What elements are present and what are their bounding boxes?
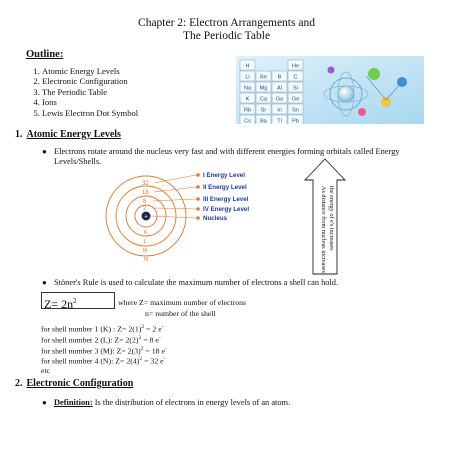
atom-shell-diagram bbox=[98, 172, 308, 284]
arrow-text-line-2: the energy of e's increases bbox=[328, 186, 335, 251]
energy-level-label-3: III Energy Level bbox=[203, 196, 249, 203]
shell-letter-l: L bbox=[144, 239, 148, 245]
where-line-2: n= number of the shell bbox=[145, 309, 216, 318]
shell-calculations bbox=[41, 323, 167, 375]
bullet-text: Electrons rotate around the nucleus very fast and with different energies forming orbitals called Energy Levels/Shells. bbox=[54, 147, 400, 166]
element-symbol: Pb bbox=[292, 118, 299, 124]
bullet-icon: ● bbox=[42, 278, 47, 287]
shell-letter-k: K bbox=[144, 230, 148, 236]
element-symbol: K bbox=[245, 96, 250, 103]
periodic-table-image bbox=[236, 56, 424, 124]
outline-item: 4. Ions bbox=[42, 97, 138, 107]
shell-calc-4: for shell number 4 (N): $Z= 2(4)^2 = 32$ e- bbox=[41, 356, 166, 366]
shell-calc-3: for shell number 3 (M): $Z= 2(3)^2 = 18$ e- bbox=[41, 345, 167, 356]
element-symbol: Al bbox=[277, 85, 282, 92]
element-symbol: Sr bbox=[260, 107, 267, 114]
element-symbol: Cs bbox=[244, 118, 251, 124]
formula-box bbox=[41, 292, 115, 309]
element-symbol: Sn bbox=[292, 107, 299, 114]
element-symbol: In bbox=[277, 107, 282, 114]
shell-capacity-18: 18 bbox=[142, 190, 149, 196]
bullet-icon: ● bbox=[42, 398, 47, 407]
nucleus-label: Nucleus bbox=[203, 215, 228, 222]
element-symbol: Si bbox=[293, 85, 298, 92]
outline-item: 2. Electronic Configuration bbox=[42, 76, 138, 86]
formula-text: Z= 2n bbox=[44, 297, 74, 311]
where-line-1: where Z= maximum number of electrons bbox=[118, 298, 247, 307]
element-symbol: B bbox=[277, 74, 282, 81]
element-symbol: Rb bbox=[243, 107, 252, 114]
shell-calc-1: for shell number 1 (K) : $Z= 2(1)^2 = 2$ e- bbox=[41, 324, 164, 334]
shell-letter-m: M bbox=[143, 248, 148, 254]
section-2-heading bbox=[15, 378, 133, 389]
shell-capacity-32: 32 bbox=[142, 181, 149, 187]
shell-capacity-2: 2 bbox=[143, 206, 147, 212]
element-symbol: Li bbox=[245, 74, 250, 81]
energy-level-label-4: IV Energy Level bbox=[203, 206, 250, 213]
element-symbol: C bbox=[293, 74, 298, 81]
section-2-title: Electronic Configuration bbox=[26, 378, 134, 389]
outline-item: 3. The Periodic Table bbox=[42, 87, 138, 97]
shell-calc-etc: etc bbox=[41, 366, 51, 376]
definition-label: Definition: bbox=[54, 398, 93, 407]
definition-text: Is the distribution of electrons in energy levels of an atom. bbox=[92, 398, 291, 407]
page-title bbox=[0, 17, 453, 43]
outline-item: 1. Atomic Energy Levels bbox=[42, 66, 138, 76]
element-symbol: He bbox=[291, 63, 300, 70]
shell-calc-2: for shell number 2 (L): $Z= 2(2)^2 = 8$ e- bbox=[41, 334, 161, 345]
section-2-number: 2. bbox=[15, 378, 23, 389]
title-line-2: The Periodic Table bbox=[182, 30, 271, 42]
bullet-stoner-rule bbox=[42, 278, 434, 288]
bullet-energy-levels bbox=[42, 147, 414, 167]
element-symbol: Ge bbox=[291, 96, 300, 103]
title-line-1: Chapter 2: Electron Arrangements and bbox=[138, 17, 315, 29]
energy-level-label-1: I Energy Level bbox=[203, 172, 245, 179]
element-symbol: Tl bbox=[277, 118, 282, 124]
shell-letter-n: N bbox=[144, 257, 148, 263]
energy-level-label-2: II Energy Level bbox=[203, 184, 247, 191]
bullet-text: Stöner's Rule is used to calculate the maximum number of electrons a shell can hold. bbox=[54, 278, 339, 287]
section-1-title: Atomic Energy Levels bbox=[26, 129, 121, 140]
element-symbol: Ga bbox=[275, 96, 284, 103]
section-1-heading bbox=[15, 129, 121, 140]
outline-list bbox=[22, 66, 138, 118]
element-symbol: Mg bbox=[259, 85, 268, 92]
arrow-text-line-1: As distance from nucleus increases bbox=[320, 186, 327, 273]
shell-capacity-8: 8 bbox=[143, 199, 147, 205]
outline-heading: Outline: bbox=[26, 49, 64, 60]
energy-increase-arrow bbox=[303, 158, 347, 276]
element-symbol: Ca bbox=[259, 96, 268, 103]
bullet-definition bbox=[42, 398, 434, 408]
outline-item: 5. Lewis Electron Dot Symbol bbox=[42, 108, 138, 118]
element-symbol: Be bbox=[260, 74, 267, 81]
bullet-icon: ● bbox=[42, 147, 47, 156]
formula-exponent: 2 bbox=[73, 297, 77, 305]
nucleus-symbol: + bbox=[144, 214, 148, 221]
element-symbol: Na bbox=[243, 85, 252, 92]
element-symbol: Ba bbox=[260, 118, 267, 124]
section-1-number: 1. bbox=[15, 129, 23, 140]
element-symbol: H bbox=[245, 63, 250, 70]
